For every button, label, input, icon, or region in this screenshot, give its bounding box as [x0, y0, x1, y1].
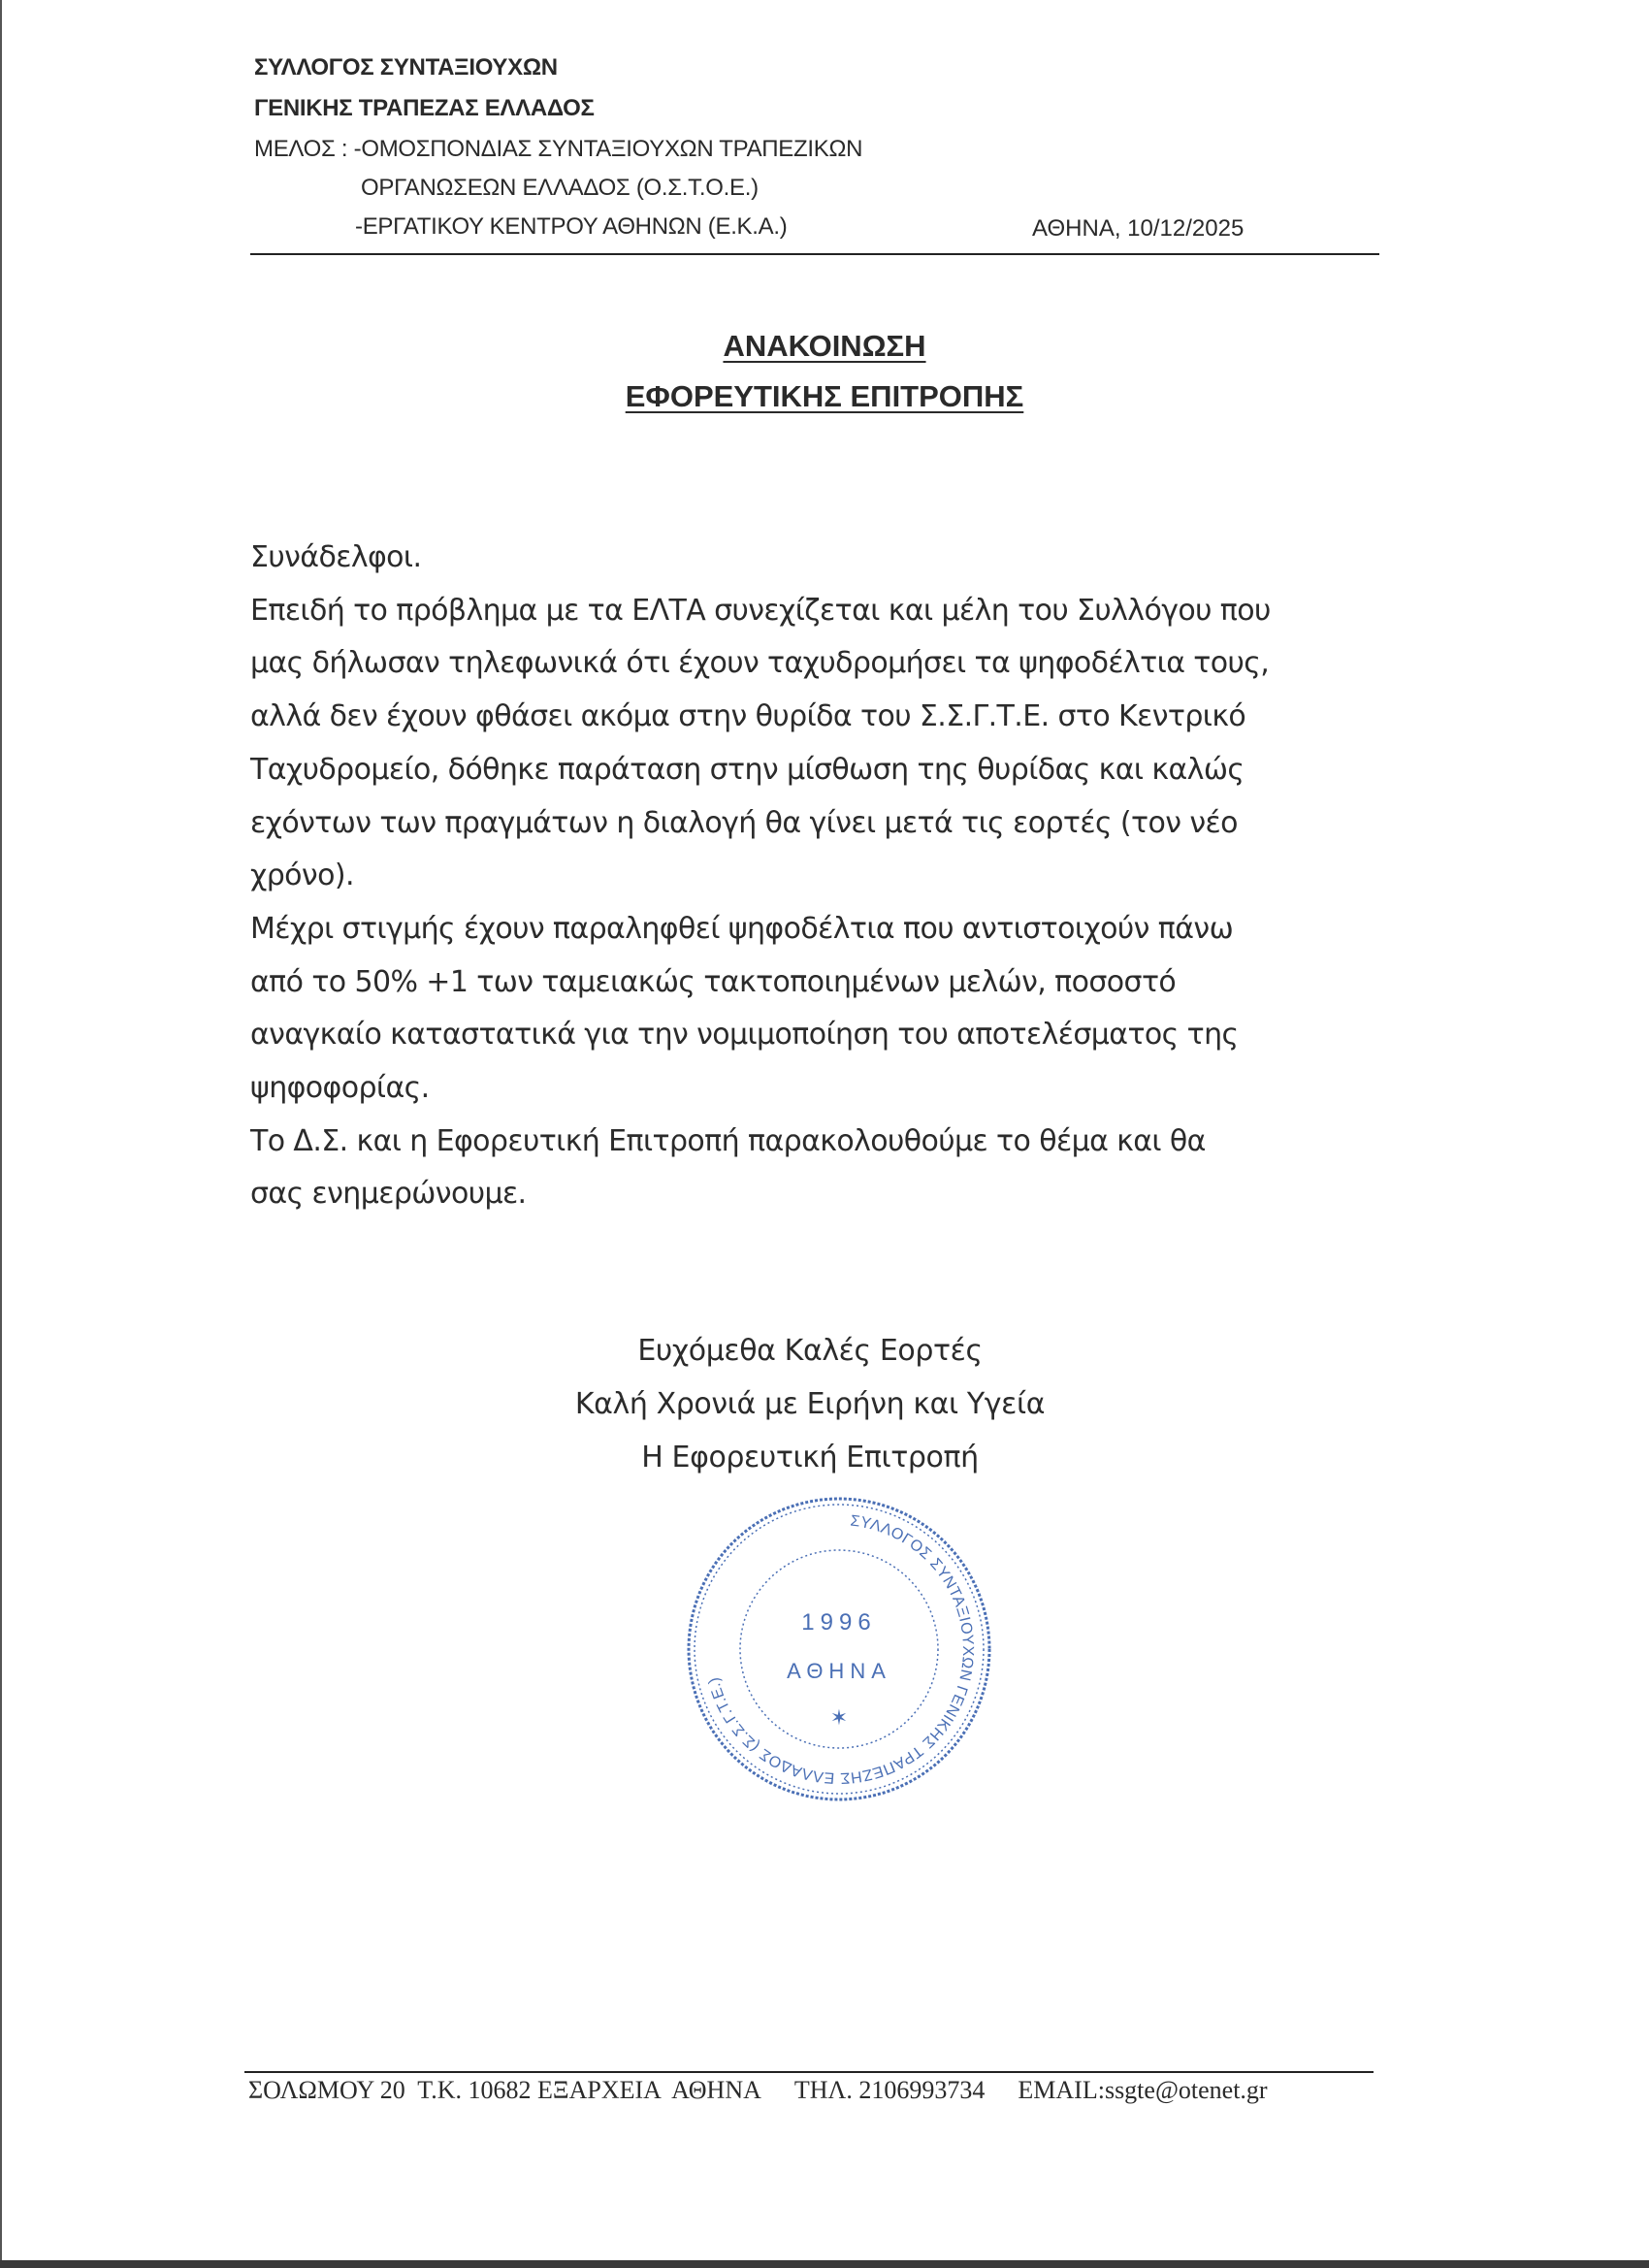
body-line: Το Δ.Σ. και η Εφορευτική Επιτροπή παρακολουθούμε το θέμα και θα [250, 1123, 1206, 1158]
body-line: ψηφοφορίας. [250, 1071, 430, 1106]
body-line: Μέχρι στιγμής έχουν παραληφθεί ψηφοδέλτια που αντιστοιχούν πάνω [250, 911, 1234, 946]
scan-edge-bottom [0, 2260, 1649, 2268]
member-line2: ΟΡΓΑΝΩΣΕΩΝ ΕΛΛΑΔΟΣ (Ο.Σ.Τ.Ο.Ε.) [361, 175, 759, 201]
official-stamp [684, 1494, 994, 1804]
body-line: αναγκαίο καταστατικά για την νομιμοποίηση του αποτελέσματος της [250, 1018, 1239, 1053]
footer-address: ΣΟΛΩΜΟΥ 20 Τ.Κ. 10682 ΕΞΑΡΧΕΙΑ ΑΘΗΝΑ [248, 2076, 761, 2104]
closing-line2: Καλή Χρονιά με Ειρήνη και Υγεία [574, 1387, 1046, 1421]
org-name-line1: ΣΥΛΛΟΓΟΣ ΣΥΝΤΑΞΙΟΥΧΩΝ [254, 54, 558, 81]
stamp-outer-ring [689, 1499, 989, 1799]
footer-phone: ΤΗΛ. 2106993734 [793, 2076, 986, 2104]
announcement-body [250, 532, 1395, 1221]
title-announcement: ΑΝΑΚΟΙΝΩΣΗ [723, 329, 926, 363]
stamp-star-icon: ✶ [829, 1706, 849, 1731]
body-line: Ταχυδρομείο, δόθηκε παράταση στην μίσθωση της θυρίδας και καλώς [250, 752, 1245, 787]
stamp-inner-ring [695, 1505, 984, 1794]
title-line2 [0, 378, 1649, 415]
stamp-ring-text-wrap [697, 1502, 987, 1798]
header-rule [250, 253, 1379, 255]
body-line: Επειδή το πρόβλημα με τα ΕΛΤΑ συνεχίζεται και μέλη του Συλλόγου που [250, 593, 1271, 628]
body-line: μας δήλωσαν τηλεφωνικά ότι έχουν ταχυδρομήσει τα ψηφοδέλτια τους, [250, 646, 1270, 681]
body-line: εχόντων των πραγμάτων η διαλογή θα γίνει μετά τις εορτές (τον νέο [250, 805, 1238, 840]
footer-email[interactable]: EMAIL:ssgte@otenet.gr [1018, 2076, 1268, 2104]
member-line1: ΜΕΛΟΣ : -ΟΜΟΣΠΟΝΔΙΑΣ ΣΥΝΤΑΞΙΟΥΧΩΝ ΤΡΑΠΕΖΙΚΩΝ [254, 136, 863, 162]
stamp-ring-text: ΣΥΛΛΟΓΟΣ ΣΥΝΤΑΞΙΟΥΧΩΝ ΓΕΝΙΚΗΣ ΤΡΑΠΕΖΗΣ ΕΛΛΑΔΟΣ (Σ.Σ.Γ.Τ.Ε.) [705, 1512, 977, 1787]
body-line: από το 50% +1 των ταμειακώς τακτοποιημένων μελών, ποσοστό [250, 964, 1177, 999]
closing-signatory: Η Εφορευτική Επιτροπή [641, 1441, 979, 1474]
place-date: ΑΘΗΝΑ, 10/12/2025 [1032, 215, 1245, 242]
footer-rule [244, 2071, 1374, 2073]
body-line: Συνάδελφοι. [250, 540, 422, 574]
title-line1 [0, 328, 1649, 365]
member-line3: -ΕΡΓΑΤΙΚΟΥ ΚΕΝΤΡΟΥ ΑΘΗΝΩΝ (Ε.Κ.Α.) [355, 213, 788, 240]
org-name-line2: ΓΕΝΙΚΗΣ ΤΡΑΠΕΖΑΣ ΕΛΛΑΔΟΣ [254, 95, 595, 121]
title-committee: ΕΦΟΡΕΥΤΙΚΗΣ ΕΠΙΤΡΟΠΗΣ [625, 379, 1024, 413]
footer [248, 2076, 1301, 2105]
body-line: χρόνο). [250, 859, 354, 893]
stamp-year: 1996 [801, 1609, 877, 1636]
body-line: αλλά δεν έχουν φθάσει ακόμα στην θυρίδα του Σ.Σ.Γ.Τ.Ε. στο Κεντρικό [250, 699, 1246, 734]
body-line: σας ενημερώνουμε. [250, 1177, 527, 1212]
closing-greeting [0, 1324, 1620, 1484]
closing-line1: Ευχόμεθα Καλές Εορτές [637, 1334, 983, 1368]
stamp-city: ΑΘΗΝΑ [787, 1659, 891, 1683]
